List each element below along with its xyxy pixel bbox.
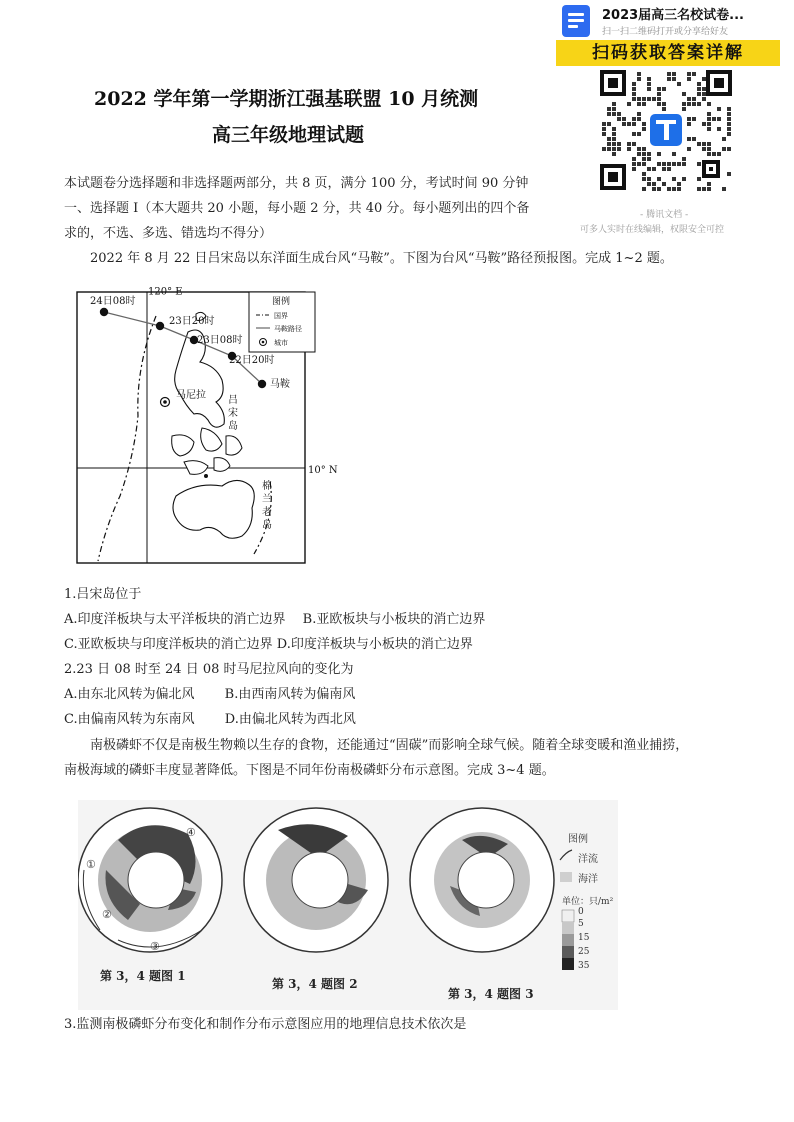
qr-module bbox=[667, 167, 671, 171]
krill-map-3 bbox=[410, 808, 554, 952]
qr-module bbox=[637, 97, 641, 101]
qr-module bbox=[637, 132, 641, 136]
qr-module bbox=[642, 187, 646, 191]
passage-krill-cont: 南极海域的磷虾丰度显著降低。下图是不同年份南极磷虾分布示意图。完成 3~4 题。 bbox=[64, 763, 555, 778]
qr-module bbox=[632, 167, 636, 171]
qr-module bbox=[702, 122, 706, 126]
qr-module bbox=[702, 92, 706, 96]
qr-module bbox=[697, 162, 701, 166]
qr-module bbox=[722, 147, 726, 151]
qr-module bbox=[602, 127, 606, 131]
exam-subtitle: 高三年级地理试题 bbox=[212, 124, 365, 146]
qr-module bbox=[617, 142, 621, 146]
qr-module bbox=[692, 137, 696, 141]
qr-module bbox=[722, 137, 726, 141]
time-label-22-20: 22日20时 bbox=[229, 355, 275, 366]
qr-module bbox=[702, 142, 706, 146]
mindanao-label-3: 老 bbox=[262, 507, 272, 518]
qr-module bbox=[602, 122, 606, 126]
qr-module bbox=[717, 117, 721, 121]
qr-module bbox=[682, 157, 686, 161]
scale-25: 25 bbox=[578, 947, 590, 957]
krill-legend-ocean: 海洋 bbox=[578, 874, 598, 885]
qr-module bbox=[707, 102, 711, 106]
qr-module bbox=[707, 182, 711, 186]
exam-title: 2022 学年第一学期浙江强基联盟 10 月统测 bbox=[94, 88, 479, 110]
manila-city-icon bbox=[161, 398, 170, 407]
manila-label: 马尼拉 bbox=[176, 390, 206, 401]
qr-module bbox=[627, 102, 631, 106]
legend-city-icon bbox=[260, 339, 267, 346]
qr-module bbox=[702, 87, 706, 91]
qr-module bbox=[677, 182, 681, 186]
qr-module bbox=[682, 177, 686, 181]
section1-instruction: 一、选择题 I（本大题共 20 小题，每小题 2 分，共 40 分。每小题列出的四个备 bbox=[64, 201, 530, 216]
qr-module bbox=[707, 142, 711, 146]
qr-module bbox=[612, 127, 616, 131]
marker-3: ③ bbox=[150, 940, 160, 953]
qr-module bbox=[707, 152, 711, 156]
qr-module bbox=[657, 162, 661, 166]
qr-module bbox=[612, 112, 616, 116]
longitude-label: 120° E bbox=[148, 286, 183, 298]
caption-map-1: 第 3，4 题图 1 bbox=[100, 969, 186, 983]
qr-module bbox=[632, 87, 636, 91]
qr-module bbox=[667, 187, 671, 191]
qr-module bbox=[632, 97, 636, 101]
qr-module bbox=[677, 162, 681, 166]
krill-legend-title: 图例 bbox=[568, 834, 588, 845]
qr-module bbox=[642, 147, 646, 151]
typhoon-path-map bbox=[76, 286, 344, 564]
section1-instruction-cont: 求的，不选、多选、错选均不得分） bbox=[64, 226, 273, 241]
marker-4: ④ bbox=[186, 826, 196, 839]
time-label-24-08: 24日08时 bbox=[90, 296, 136, 307]
qr-module bbox=[637, 147, 641, 151]
widget-title[interactable]: 2023届高三名校试卷... bbox=[602, 8, 744, 23]
qr-module bbox=[622, 122, 626, 126]
qr-module bbox=[657, 97, 661, 101]
krill-distribution-maps bbox=[78, 800, 618, 1010]
scale-35: 35 bbox=[578, 961, 590, 971]
q1-stem: 1.吕宋岛位于 bbox=[64, 587, 142, 602]
qr-module bbox=[662, 87, 666, 91]
q1-options-cd: C.亚欧板块与印度洋板块的消亡边界 D.印度洋板块与小板块的消亡边界 bbox=[64, 637, 473, 652]
qr-module bbox=[727, 107, 731, 111]
latitude-label: 10° N bbox=[308, 465, 338, 476]
krill-legend-current: 洋流 bbox=[578, 854, 598, 865]
qr-module bbox=[617, 147, 621, 151]
legend-border: 国界 bbox=[274, 312, 288, 320]
qr-module bbox=[607, 107, 611, 111]
passage-krill: 南极磷虾不仅是南极生物赖以生存的食物，还能通过“固碳”而影响全球气候。随着全球变暖和渔业捕捞， bbox=[90, 738, 689, 753]
qr-module bbox=[607, 147, 611, 151]
qr-module bbox=[637, 72, 641, 76]
qr-module bbox=[707, 112, 711, 116]
qr-module bbox=[687, 102, 691, 106]
q3-stem: 3.监测南极磷虾分布变化和制作分布示意图应用的地理信息技术依次是 bbox=[64, 1017, 467, 1032]
marker-2: ② bbox=[102, 908, 112, 921]
qr-module bbox=[687, 117, 691, 121]
qr-module bbox=[627, 147, 631, 151]
qr-module bbox=[697, 102, 701, 106]
qr-module bbox=[602, 147, 606, 151]
legend-city: 城市 bbox=[274, 339, 288, 347]
qr-module bbox=[697, 87, 701, 91]
qr-module bbox=[612, 142, 616, 146]
qr-module bbox=[717, 107, 721, 111]
qr-module bbox=[612, 107, 616, 111]
qr-module bbox=[637, 117, 641, 121]
qr-module bbox=[662, 162, 666, 166]
qr-module bbox=[727, 147, 731, 151]
qr-module bbox=[667, 162, 671, 166]
qr-module bbox=[707, 122, 711, 126]
qr-module bbox=[637, 112, 641, 116]
qr-module bbox=[672, 187, 676, 191]
qr-module bbox=[682, 92, 686, 96]
qr-module bbox=[657, 102, 661, 106]
luzon-label-2: 宋 bbox=[228, 408, 238, 419]
qr-module bbox=[667, 72, 671, 76]
mindanao-label-2: 兰 bbox=[262, 494, 272, 505]
qr-module bbox=[632, 142, 636, 146]
qr-module bbox=[612, 137, 616, 141]
qr-module bbox=[647, 152, 651, 156]
qr-module bbox=[617, 117, 621, 121]
mindanao-label-1: 棉 bbox=[262, 481, 272, 492]
qr-module bbox=[607, 112, 611, 116]
luzon-label-3: 岛 bbox=[228, 421, 238, 432]
qr-module bbox=[727, 112, 731, 116]
caption-map-2: 第 3，4 题图 2 bbox=[272, 977, 358, 991]
qr-module bbox=[727, 127, 731, 131]
tencent-docs-note: 可多人实时在线编辑，权限安全可控 bbox=[580, 225, 725, 235]
tencent-logo-icon bbox=[650, 114, 682, 146]
qr-module bbox=[662, 167, 666, 171]
qr-module bbox=[687, 122, 691, 126]
map-legend-title: 图例 bbox=[272, 297, 291, 307]
qr-module bbox=[702, 147, 706, 151]
qr-module bbox=[687, 137, 691, 141]
qr-module bbox=[637, 152, 641, 156]
q2-options-cd: C.由偏南风转为东南风 D.由偏北风转为西北风 bbox=[64, 712, 356, 727]
qr-module bbox=[677, 187, 681, 191]
qr-module bbox=[617, 112, 621, 116]
qr-module bbox=[697, 142, 701, 146]
qr-module bbox=[727, 132, 731, 136]
qr-module bbox=[642, 122, 646, 126]
qr-module bbox=[687, 147, 691, 151]
qr-module bbox=[697, 92, 701, 96]
qr-module bbox=[727, 122, 731, 126]
qr-module bbox=[687, 77, 691, 81]
scale-0: 0 bbox=[578, 907, 584, 917]
qr-module bbox=[627, 142, 631, 146]
qr-module bbox=[652, 187, 656, 191]
qr-module bbox=[707, 117, 711, 121]
qr-module bbox=[692, 97, 696, 101]
qr-module bbox=[642, 162, 646, 166]
qr-finder-bottom-left bbox=[600, 164, 626, 190]
qr-module bbox=[682, 162, 686, 166]
qr-module bbox=[612, 132, 616, 136]
qr-module bbox=[697, 82, 701, 86]
qr-module bbox=[647, 77, 651, 81]
qr-module bbox=[707, 187, 711, 191]
krill-density-scale bbox=[562, 910, 574, 970]
qr-finder-bottom-right bbox=[702, 160, 720, 178]
scan-banner[interactable]: 扫码获取答案详解 bbox=[556, 40, 780, 66]
qr-module bbox=[662, 102, 666, 106]
qr-module bbox=[687, 72, 691, 76]
qr-module bbox=[612, 102, 616, 106]
qr-module bbox=[647, 167, 651, 171]
qr-module bbox=[607, 137, 611, 141]
q1-options-ab: A.印度洋板块与太平洋板块的消亡边界 B.亚欧板块与小板块的消亡边界 bbox=[64, 612, 486, 627]
typhoon-name-label: 马鞍 bbox=[270, 379, 290, 390]
qr-module bbox=[657, 92, 661, 96]
qr-module bbox=[672, 162, 676, 166]
qr-module bbox=[632, 117, 636, 121]
qr-module bbox=[687, 97, 691, 101]
qr-module bbox=[662, 107, 666, 111]
qr-module bbox=[712, 117, 716, 121]
qr-module bbox=[642, 172, 646, 176]
qr-module bbox=[672, 177, 676, 181]
time-label-23-08: 23日08时 bbox=[197, 335, 243, 346]
krill-map-1 bbox=[78, 808, 222, 953]
qr-module bbox=[717, 127, 721, 131]
qr-module bbox=[627, 122, 631, 126]
scale-15: 15 bbox=[578, 933, 590, 943]
qr-module bbox=[712, 152, 716, 156]
qr-module bbox=[707, 127, 711, 131]
qr-module bbox=[632, 92, 636, 96]
krill-map-2 bbox=[244, 808, 388, 952]
qr-code[interactable] bbox=[598, 68, 734, 192]
luzon-label-1: 吕 bbox=[228, 395, 238, 406]
qr-module bbox=[717, 152, 721, 156]
marker-1: ① bbox=[86, 858, 96, 871]
qr-module bbox=[647, 157, 651, 161]
qr-module bbox=[647, 87, 651, 91]
krill-unit-label: 单位：只/m² bbox=[562, 897, 614, 907]
qr-module bbox=[632, 157, 636, 161]
qr-module bbox=[642, 97, 646, 101]
passage-typhoon: 2022 年 8 月 22 日吕宋岛以东洋面生成台风“马鞍”。下图为台风“马鞍”路径预报图。完成 1~2 题。 bbox=[90, 251, 673, 266]
qr-module bbox=[647, 82, 651, 86]
qr-module bbox=[652, 182, 656, 186]
qr-finder-top-right bbox=[706, 70, 732, 96]
qr-module bbox=[692, 102, 696, 106]
qr-module bbox=[642, 102, 646, 106]
qr-module bbox=[652, 167, 656, 171]
qr-module bbox=[677, 82, 681, 86]
qr-module bbox=[632, 132, 636, 136]
qr-module bbox=[647, 97, 651, 101]
qr-module bbox=[612, 147, 616, 151]
qr-module bbox=[602, 132, 606, 136]
qr-module bbox=[672, 152, 676, 156]
qr-module bbox=[667, 77, 671, 81]
qr-module bbox=[662, 182, 666, 186]
qr-module bbox=[642, 157, 646, 161]
qr-module bbox=[632, 162, 636, 166]
qr-module bbox=[692, 72, 696, 76]
qr-module bbox=[652, 97, 656, 101]
qr-module bbox=[682, 107, 686, 111]
qr-module bbox=[682, 102, 686, 106]
qr-module bbox=[637, 102, 641, 106]
qr-module bbox=[657, 152, 661, 156]
qr-finder-top-left bbox=[600, 70, 626, 96]
tencent-docs-icon bbox=[562, 5, 590, 37]
qr-module bbox=[702, 97, 706, 101]
qr-module bbox=[642, 152, 646, 156]
qr-module bbox=[607, 142, 611, 146]
qr-module bbox=[637, 77, 641, 81]
intro-text: 本试题卷分选择题和非选择题两部分，共 8 页，满分 100 分，考试时间 90 分钟 bbox=[64, 176, 529, 191]
qr-module bbox=[647, 182, 651, 186]
legend-path: 马鞍路径 bbox=[274, 325, 302, 333]
qr-module bbox=[702, 77, 706, 81]
qr-module bbox=[632, 122, 636, 126]
qr-module bbox=[642, 127, 646, 131]
caption-map-3: 第 3，4 题图 3 bbox=[448, 987, 534, 1001]
qr-module bbox=[632, 82, 636, 86]
qr-module bbox=[657, 187, 661, 191]
q2-stem: 2.23 日 08 时至 24 日 08 时马尼拉风向的变化为 bbox=[64, 662, 354, 677]
time-label-23-20: 23日20时 bbox=[169, 316, 215, 327]
qr-module bbox=[722, 187, 726, 191]
qr-module bbox=[702, 187, 706, 191]
qr-module bbox=[657, 177, 661, 181]
qr-module bbox=[657, 87, 661, 91]
qr-module bbox=[727, 172, 731, 176]
qr-module bbox=[672, 72, 676, 76]
qr-module bbox=[692, 117, 696, 121]
qr-module bbox=[622, 117, 626, 121]
qr-module bbox=[647, 177, 651, 181]
widget-subtitle: 扫一扫二维码打开或分享给好友 bbox=[602, 27, 729, 37]
q2-options-ab: A.由东北风转为偏北风 B.由西南风转为偏南风 bbox=[64, 687, 356, 702]
qr-module bbox=[637, 162, 641, 166]
mindanao-label-4: 岛 bbox=[262, 520, 272, 531]
qr-module bbox=[612, 152, 616, 156]
qr-module bbox=[697, 187, 701, 191]
qr-module bbox=[727, 117, 731, 121]
qr-module bbox=[697, 177, 701, 181]
qr-module bbox=[672, 77, 676, 81]
tencent-docs-label: - 腾讯文档 - bbox=[640, 210, 689, 220]
qr-module bbox=[607, 122, 611, 126]
qr-module bbox=[642, 177, 646, 181]
scale-5: 5 bbox=[578, 919, 584, 929]
qr-module bbox=[707, 147, 711, 151]
